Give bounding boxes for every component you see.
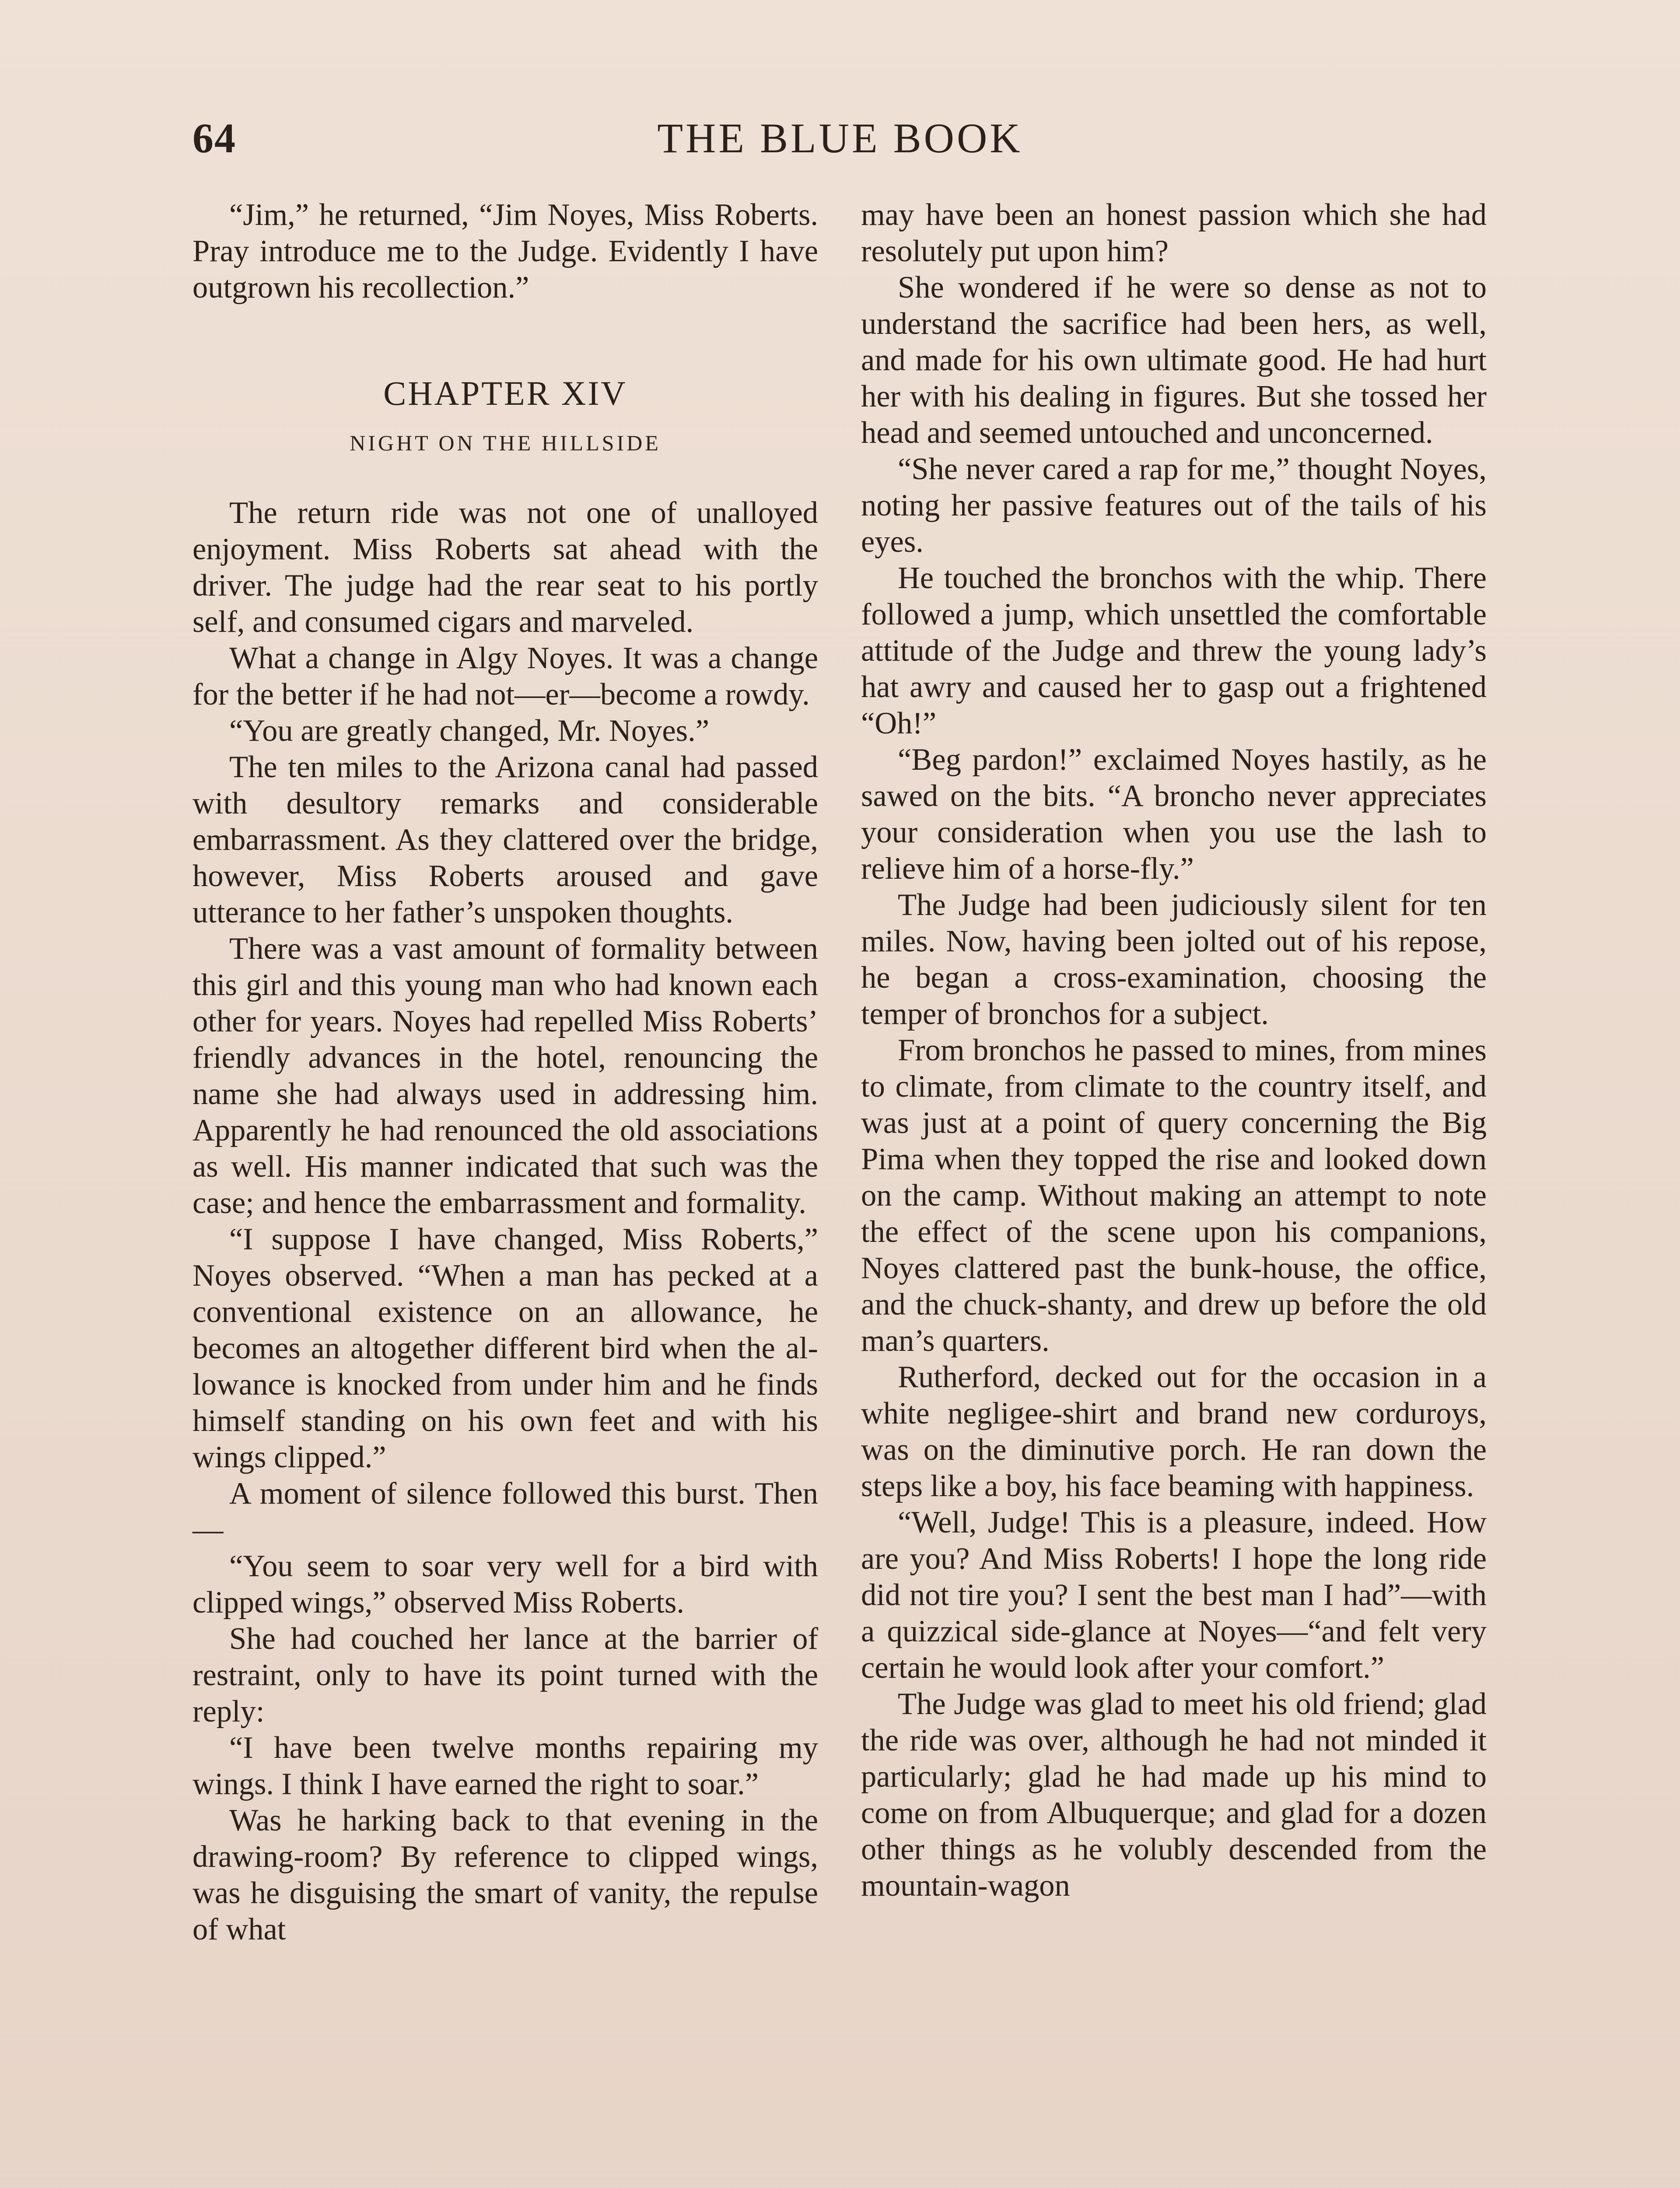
paragraph: may have been an honest passion which she had resolutely put upon him? (861, 198, 1487, 268)
paragraph: What a change in Algy Noyes. It was a change for the better if he had not—er—become a rowdy. (192, 641, 818, 712)
paragraph: She wondered if he were so dense as not to understand the sacrifice had been hers, as well, and made for his own ultimate good. He had hurt her with his dealing in figures. But she tossed her head and seemed untouched and unconcerned. (861, 270, 1487, 450)
paragraph: She had couched her lance at the barrier of restraint, only to have its point turned with the reply: (192, 1622, 818, 1729)
paragraph: From bronchos he passed to mines, from mines to climate, from climate to the country itself, and was just at a point of query concerning the Big Pima when they topped the rise and looked down on the camp. Without making an attempt to note the effect of the scene upon his companions, Noyes clattered past the bunk-house, the office, and the chuck-shanty, and drew up before the old man’s quarters. (861, 1033, 1487, 1358)
page-number: 64 (192, 115, 236, 161)
chapter-subtitle: NIGHT ON THE HILLSIDE (350, 431, 661, 455)
running-title: THE BLUE BOOK (657, 115, 1023, 161)
paragraph: The ten miles to the Arizona canal had passed with desultory remarks and considerable embarrassment. As they clattered over the bridge, however, Miss Roberts aroused and gave utterance to her father’s unspoken thoughts. (192, 750, 818, 929)
paragraph: “You are greatly changed, Mr. Noyes.” (229, 714, 710, 748)
paragraph: “Jim,” he returned, “Jim Noyes, Miss Roberts. Pray introduce me to the Judge. Evidently I have outgrown his recollection.” (192, 198, 818, 305)
paragraph: “She never cared a rap for me,” thought Noyes, noting her passive features out of the tails of his eyes. (861, 452, 1487, 559)
paragraph: There was a vast amount of formality between this girl and this young man who had known each other for years. Noyes had repelled Miss Roberts’ friendly advances in the hotel, renouncing the name she had always used in addressing him. Apparently he had renounced the old associations as well. His manner indicated that such was the case; and hence the embarrassment and formality. (192, 932, 818, 1220)
paragraph: “Well, Judge! This is a pleasure, indeed. How are you? And Miss Roberts! I hope the long ride did not tire you? I sent the best man I had”—with a quizzical side-glance at Noyes—“and felt very certain he would look after your comfort.” (861, 1505, 1487, 1685)
paragraph: “I have been twelve months repairing my wings. I think I have earned the right to soar.” (192, 1731, 818, 1801)
right-column (861, 197, 1487, 1904)
paragraph: “Beg pardon!” exclaimed Noyes hastily, as he sawed on the bits. “A broncho never appreciates your consideration when you use the lash to relieve him of a horse-fly.” (861, 743, 1487, 886)
paragraph: He touched the bronchos with the whip. There followed a jump, which unsettled the comfortable attitude of the Judge and threw the young lady’s hat awry and caused her to gasp out a frightened “Oh!” (861, 561, 1487, 740)
paragraph: Was he harking back to that evening in the drawing-room? By reference to clipped wings, was he disguising the smart of vanity, the repulse of what (192, 1803, 818, 1946)
paragraph: The return ride was not one of unalloyed enjoyment. Miss Roberts sat ahead with the driver. The judge had the rear seat to his portly self, and consumed cigars and marveled. (192, 496, 818, 639)
left-column (192, 197, 818, 1948)
paragraph: The Judge had been judiciously silent for ten miles. Now, having been jolted out of his repose, he began a cross-examination, choosing the temper of bronchos for a subject. (861, 888, 1487, 1031)
paragraph: “You seem to soar very well for a bird with clipped wings,” observed Miss Roberts. (192, 1549, 818, 1620)
paragraph: A moment of silence followed this burst. Then— (192, 1476, 818, 1547)
chapter-title: CHAPTER XIV (383, 374, 627, 412)
paragraph: The Judge was glad to meet his old friend; glad the ride was over, although he had not minded it particularly; glad he had made up his mind to come on from Albuquerque; and glad for a dozen other things as he volubly descended from the mountain-wagon (861, 1687, 1487, 1903)
paragraph: Rutherford, decked out for the occasion in a white negligee-shirt and brand new corduroys, was on the diminutive porch. He ran down the steps like a boy, his face beaming with happiness. (861, 1360, 1487, 1503)
page-header (192, 114, 1488, 175)
paragraph: “I suppose I have changed, Miss Roberts,” Noyes observed. “When a man has pecked at a conventional existence on an allowance, he becomes an altogether different bird when the allowance is knocked from under him and he finds himself standing on his own feet and with his wings clipped.” (192, 1222, 818, 1474)
